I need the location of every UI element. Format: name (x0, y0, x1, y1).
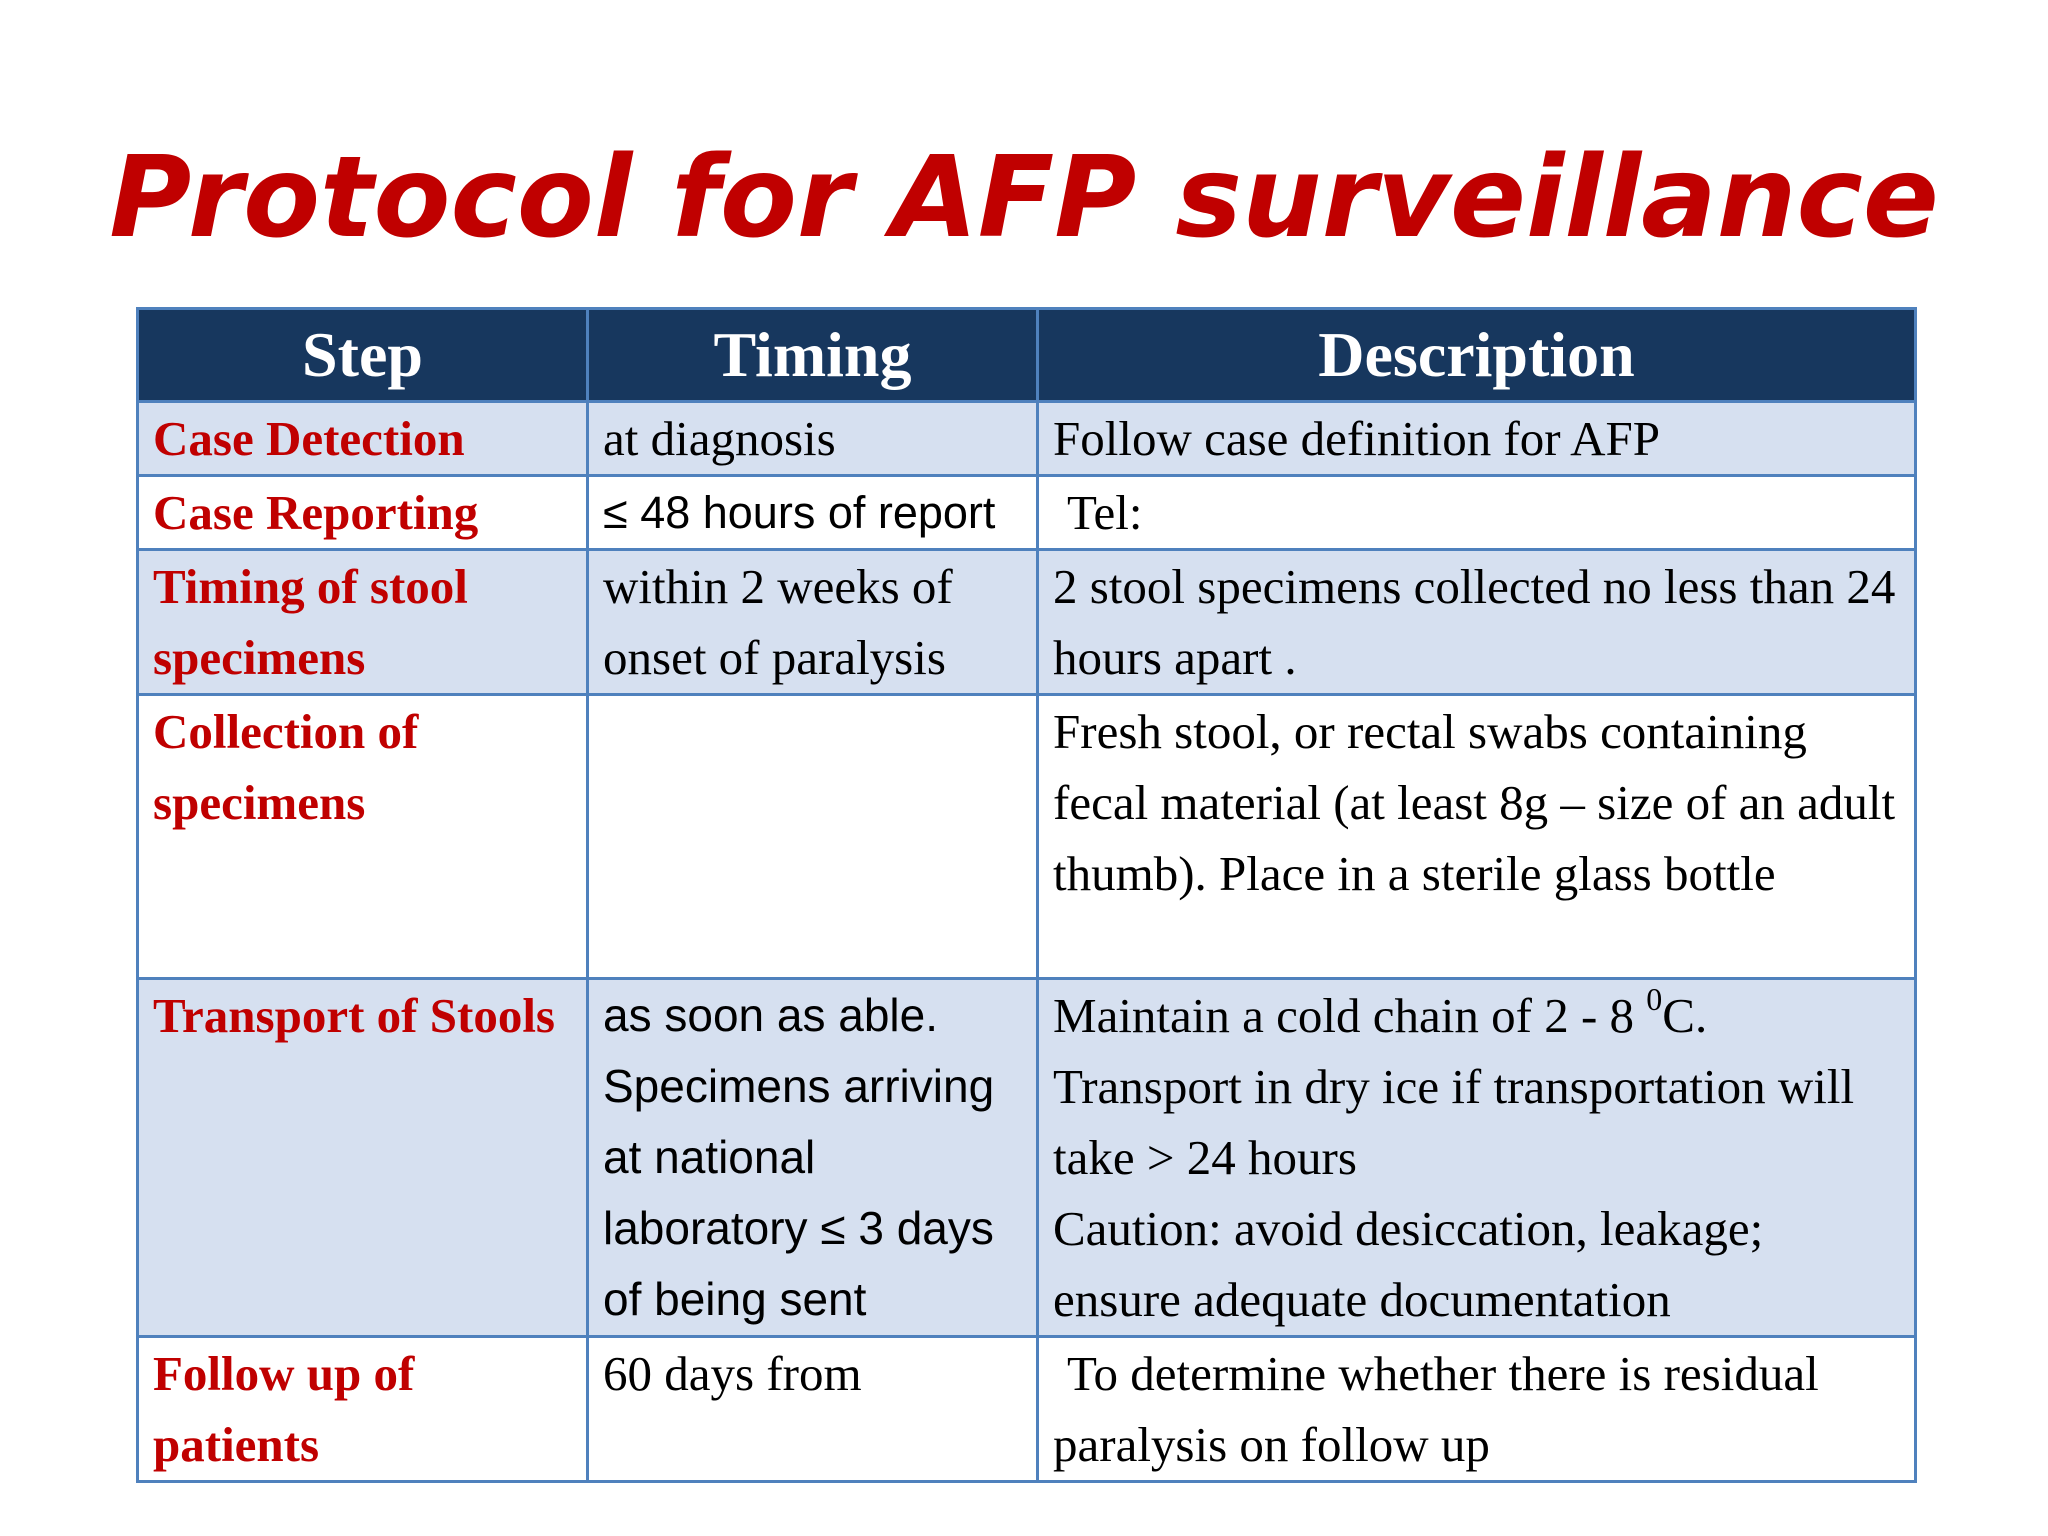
timing-cell: as soon as able. Specimens arriving at national laboratory ≤ 3 days of being sent (588, 979, 1038, 1337)
description-cell: Tel: (1038, 476, 1916, 550)
header-description: Description (1038, 309, 1916, 402)
timing-cell: at diagnosis (588, 402, 1038, 476)
protocol-table (136, 307, 1917, 1483)
description-cell: 2 stool specimens collected no less than 24 hours apart . (1038, 550, 1916, 695)
header-step: Step (138, 309, 588, 402)
step-cell: Timing of stool specimens (138, 550, 588, 695)
table-header-row (138, 309, 1916, 402)
timing-cell: 60 days from (588, 1337, 1038, 1482)
description-line: Transport in dry ice if transportation will take > 24 hours (1053, 1059, 1855, 1185)
description-cell (1038, 979, 1916, 1337)
slide-title: Protocol for AFP surveillance (109, 133, 1939, 263)
table-row (138, 476, 1916, 550)
step-cell: Collection of specimens (138, 695, 588, 979)
step-cell: Follow up of patients (138, 1337, 588, 1482)
description-cell: Follow case definition for AFP (1038, 402, 1916, 476)
table-row (138, 550, 1916, 695)
description-text: Maintain a cold chain of 2 - 8 (1053, 988, 1647, 1043)
description-cell (1038, 1337, 1916, 1482)
timing-cell: within 2 weeks of onset of paralysis (588, 550, 1038, 695)
step-cell: Case Detection (138, 402, 588, 476)
description-cell: Fresh stool, or rectal swabs containing fecal material (at least 8g – size of an adult thumb). Place in a sterile glass bottle (1038, 695, 1916, 979)
timing-cell (588, 695, 1038, 979)
table-row (138, 1337, 1916, 1482)
description-text: C. (1662, 988, 1708, 1043)
description-line (1053, 980, 1900, 1051)
description-text: To determine whether there is residual paralysis on follow up (1053, 1346, 1819, 1472)
table-row (138, 402, 1916, 476)
step-cell: Case Reporting (138, 476, 588, 550)
table-row (138, 979, 1916, 1337)
header-timing: Timing (588, 309, 1038, 402)
table-row (138, 695, 1916, 979)
description-line: Caution: avoid desiccation, leakage; ensure adequate documentation (1053, 1201, 1764, 1327)
step-cell: Transport of Stools (138, 979, 588, 1337)
timing-cell: ≤ 48 hours of report (588, 476, 1038, 550)
degree-superscript: 0 (1646, 981, 1663, 1017)
